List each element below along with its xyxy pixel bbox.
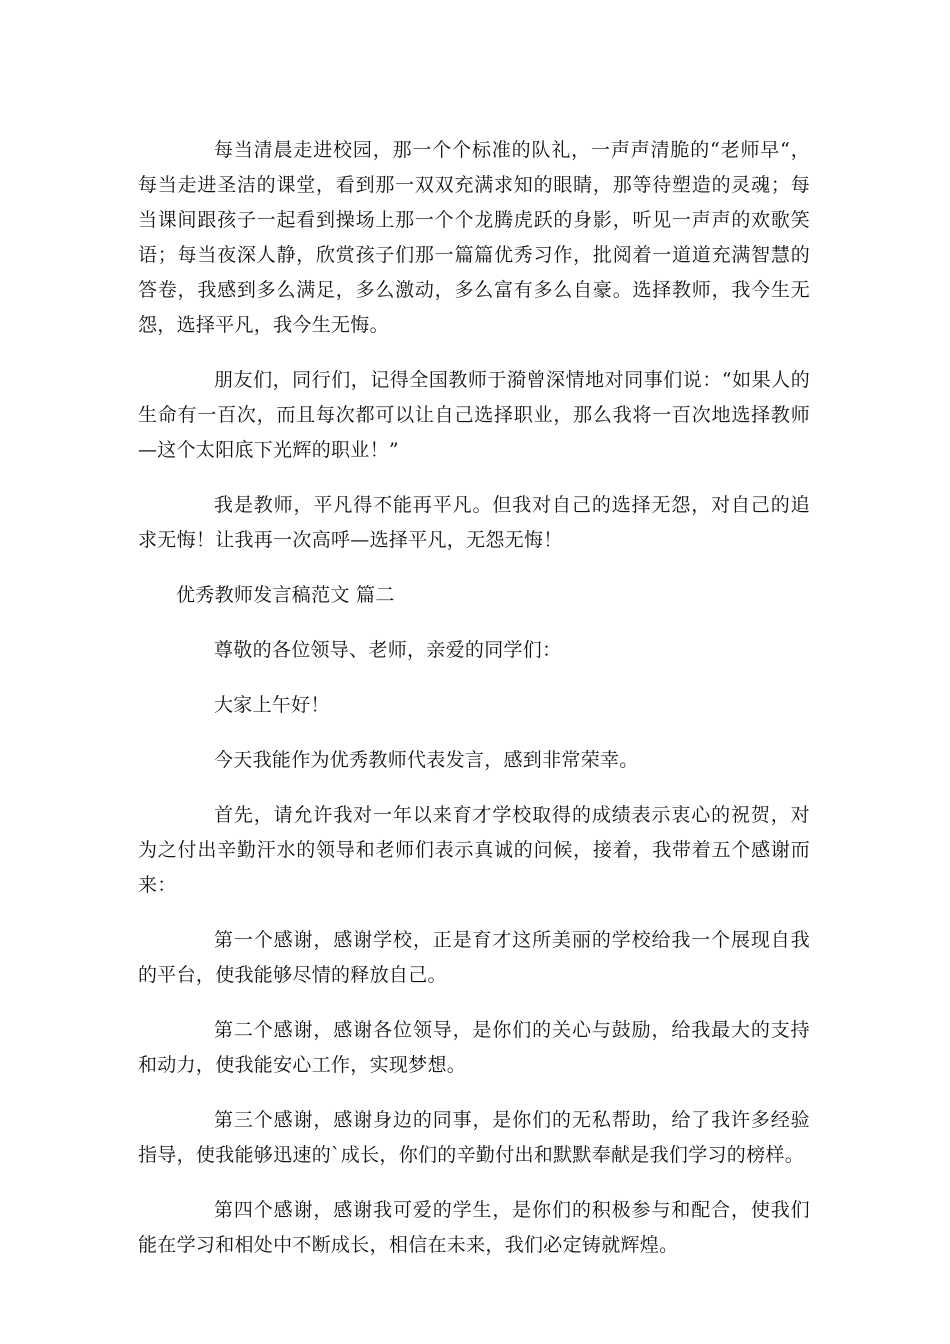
paragraph-greeting: 大家上午好！ <box>214 694 330 716</box>
paragraph-thanks-3: 第三个感谢，感谢身边的同事，是你们的无私帮助，给了我许多经验指导，使我能够迅速的`成长，你们的辛勤付出和默默奉献是我们学习的榜样。 <box>138 1109 810 1166</box>
paragraph-2: 朋友们，同行们，记得全国教师于漪曾深情地对同事们说：“如果人的生命有一百次，而且每次都可以让自己选择职业，那么我将一百次地选择教师—这个太阳底下光辉的职业！” <box>138 369 810 461</box>
document-body <box>138 133 810 1283</box>
section-heading: 优秀教师发言稿范文 篇二 <box>176 584 395 606</box>
paragraph-thanks-1: 第一个感谢，感谢学校，正是育才这所美丽的学校给我一个展现自我的平台，使我能够尽情的释放自己。 <box>138 929 810 986</box>
paragraph-intro: 今天我能作为优秀教师代表发言，感到非常荣幸。 <box>214 749 639 771</box>
paragraph-3: 我是教师，平凡得不能再平凡。但我对自己的选择无怨，对自己的追求无悔！让我再一次高呼—选择平凡，无怨无悔！ <box>138 494 810 551</box>
paragraph-congrats: 首先，请允许我对一年以来育才学校取得的成绩表示衷心的祝贺，对为之付出辛勤汗水的领导和老师们表示真诚的问候，接着，我带着五个感谢而来： <box>138 804 810 896</box>
paragraph-salutation: 尊敬的各位领导、老师，亲爱的同学们： <box>214 639 562 661</box>
paragraph-thanks-4: 第四个感谢，感谢我可爱的学生，是你们的积极参与和配合，使我们能在学习和相处中不断成长，相信在未来，我们必定铸就辉煌。 <box>138 1199 810 1256</box>
paragraph-thanks-2: 第二个感谢，感谢各位领导，是你们的关心与鼓励，给我最大的支持和动力，使我能安心工作，实现梦想。 <box>138 1019 810 1076</box>
paragraph-1: 每当清晨走进校园，那一个个标准的队礼，一声声清脆的“老师早“，每当走进圣洁的课堂，看到那一双双充满求知的眼睛，那等待塑造的灵魂；每当课间跟孩子一起看到操场上那一个个龙腾虎跃的身影，听见一声声的欢歌笑语；每当夜深人静，欣赏孩子们那一篇篇优秀习作，批阅着一道道充满智慧的答卷，我感到多么满足，多么激动，多么富有多么自豪。选择教师，我今生无怨，选择平凡，我今生无悔。 <box>138 139 810 336</box>
